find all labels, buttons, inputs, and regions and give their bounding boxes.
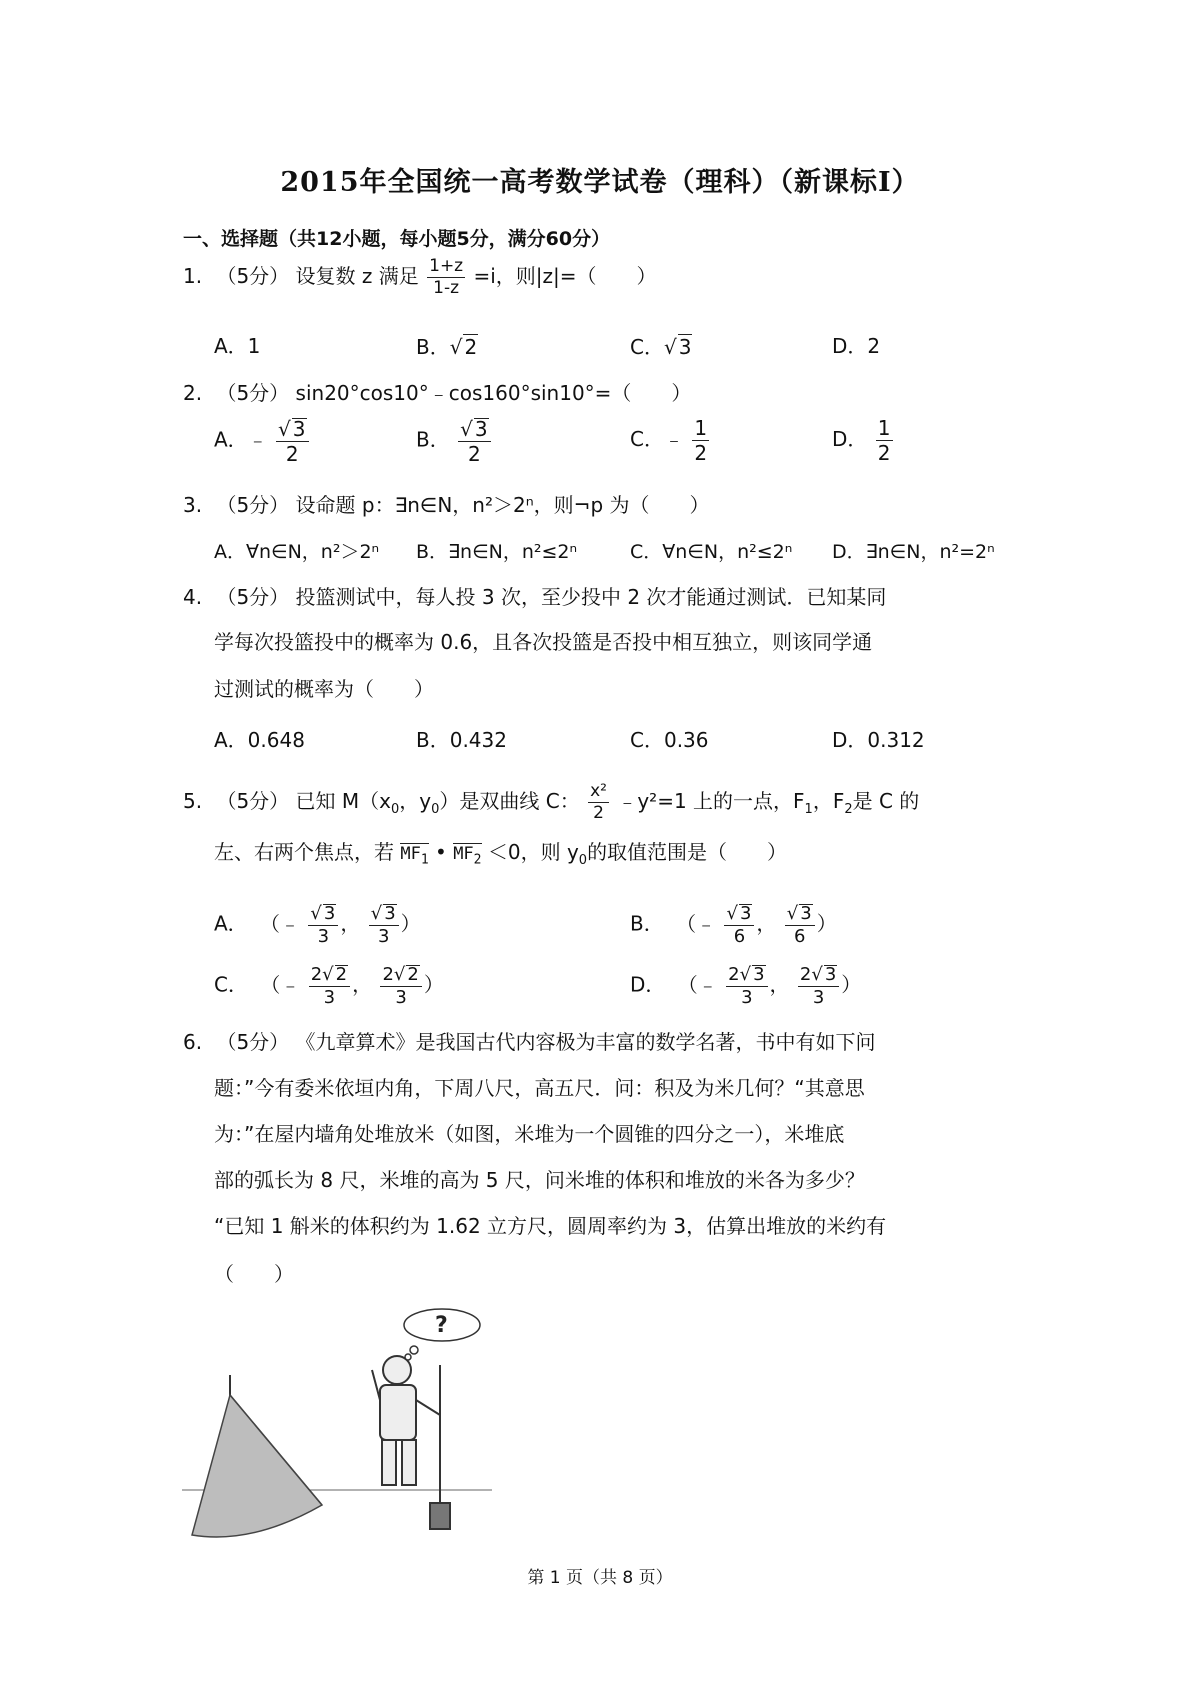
option-c: C．√ 3 bbox=[630, 334, 692, 359]
option-b: B．∃n∈N，n²≤2ⁿ bbox=[416, 541, 578, 563]
question-5: 5. （5分） 已知 $M(x_0$，$y_0$）是双曲线 C： $\frac{\text{x²}}{2}$ ﹣y²=1 上的一点，$F_1$，$F_2$是 C 的 bbox=[183, 781, 920, 823]
option-a: A． （﹣ √ $\frac{3}{3}$ ， √ $\frac{3}{3}$ ） bbox=[214, 904, 421, 946]
question-text: “已知 1 斛米的体积约为 1.62 立方尺，圆周率约为 3，估算出堆放的米约有 bbox=[214, 1214, 887, 1238]
option-a: A．﹣ √ $\frac{3}{2}$ bbox=[214, 418, 311, 464]
option-b: B．0.432 bbox=[416, 728, 507, 752]
question-number: 1. bbox=[183, 264, 203, 288]
question-text: 《九章算术》是我国古代内容极为丰富的数学名著，书中有如下问 bbox=[295, 1030, 876, 1054]
option-d: D． （﹣ $\frac{2√ 3}{3}$ ， $\frac{2√ 3}{3}$ ） bbox=[630, 965, 861, 1007]
question-text: 部的弧长为 8 尺，米堆的高为 5 尺，问米堆的体积和堆放的米各为多少？ bbox=[214, 1168, 865, 1192]
question-score: （5分） bbox=[216, 585, 290, 609]
option-c: C．﹣ $\frac{1}{2}$ bbox=[630, 416, 708, 465]
question-number: 5. bbox=[183, 789, 203, 813]
question-4 bbox=[183, 585, 886, 609]
option-c: C．0.36 bbox=[630, 728, 709, 752]
question-text: sin20°cos10°﹣cos160°sin10°=（ ） bbox=[295, 381, 692, 405]
question-score: （5分） bbox=[216, 381, 290, 405]
question-text: 题：”今有委米依垣内角，下周八尺，高五尺．问：积及为米几何？“其意思 bbox=[214, 1076, 865, 1100]
option-a: A．∀n∈N，n²＞2ⁿ bbox=[214, 541, 380, 563]
option-c: C．∀n∈N，n²≤2ⁿ bbox=[630, 541, 793, 563]
option-d: D．0.312 bbox=[832, 728, 925, 752]
option-d: D． $\frac{1}{2}$ bbox=[832, 416, 891, 465]
question-1 bbox=[183, 258, 657, 297]
question-text: 设命题 p：∃n∈N，n²＞2ⁿ，则¬p 为（ ） bbox=[295, 493, 710, 517]
section-heading: 一、选择题（共12小题，每小题5分，满分60分） bbox=[183, 228, 611, 250]
question-2 bbox=[183, 381, 691, 405]
question-number: 3. bbox=[183, 493, 203, 517]
question-text: （ ） bbox=[214, 1262, 294, 1286]
question-text: 过测试的概率为（ ） bbox=[214, 677, 434, 701]
question-text: =i，则|z|=（ ） bbox=[473, 264, 657, 288]
person-icon bbox=[372, 1356, 450, 1529]
cone-shape bbox=[192, 1395, 322, 1537]
question-text: 设复数 z 满足 bbox=[295, 264, 419, 288]
question-number: 4. bbox=[183, 585, 203, 609]
option-b: B． √ $\frac{3}{2}$ bbox=[416, 418, 493, 464]
question-number: 2. bbox=[183, 381, 203, 405]
option-a: A．0.648 bbox=[214, 728, 305, 752]
option-c: C． （﹣ $\frac{2√ 2}{3}$ ， $\frac{2√ 2}{3}$ ） bbox=[214, 965, 444, 1007]
question-number: 6. bbox=[183, 1030, 203, 1054]
question-3 bbox=[183, 493, 710, 517]
option-b: B． （﹣ √ $\frac{3}{6}$ ， √ $\frac{3}{6}$ ） bbox=[630, 904, 837, 946]
question-score: （5分） bbox=[216, 789, 290, 813]
question-text: 左、右两个焦点，若 $MF_1$ • $MF_2 <0$，则 $y_0$的取值范围是（ ） bbox=[214, 840, 788, 868]
question-score: （5分） bbox=[216, 493, 290, 517]
question-score: （5分） bbox=[216, 264, 290, 288]
option-b: B．√ 2 bbox=[416, 334, 478, 359]
fraction: $\frac{1+z}{1-z}$ bbox=[429, 256, 464, 298]
question-text: 学每次投篮投中的概率为 0.6，且各次投篮是否投中相互独立，则该同学通 bbox=[214, 630, 873, 654]
rice-pile-figure bbox=[182, 1305, 492, 1545]
question-text: 为：”在屋内墙角处堆放米（如图，米堆为一个圆锥的四分之一），米堆底 bbox=[214, 1122, 845, 1146]
page-footer: 第 1 页（共 8 页） bbox=[527, 1568, 673, 1588]
question-mark: ? bbox=[435, 1313, 448, 1338]
option-d: D．∃n∈N，n²=2ⁿ bbox=[832, 541, 995, 563]
option-d: D．2 bbox=[832, 334, 881, 358]
option-a: A．1 bbox=[214, 334, 261, 358]
question-score: （5分） bbox=[216, 1030, 290, 1054]
page-title: 2015年全国统一高考数学试卷（理科）（新课标Ⅰ） bbox=[280, 167, 920, 198]
question-text: 投篮测试中，每人投 3 次，至少投中 2 次才能通过测试．已知某同 bbox=[295, 585, 887, 609]
question-6 bbox=[183, 1030, 876, 1054]
